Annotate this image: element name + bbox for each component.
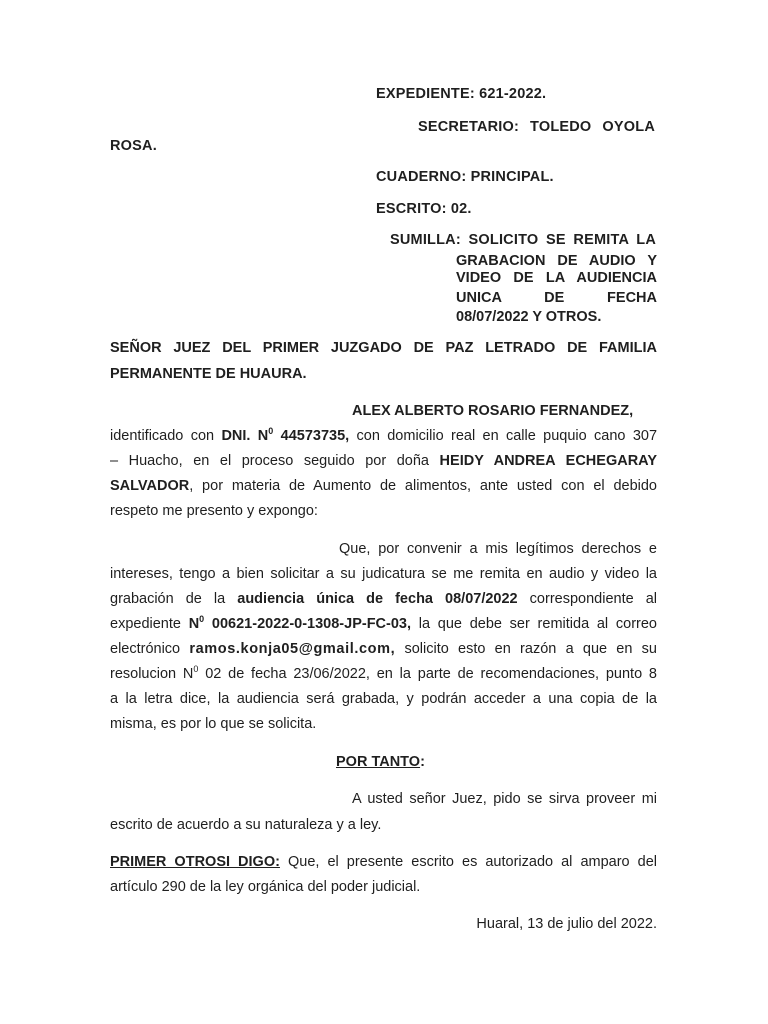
por-tanto-line-1: A usted señor Juez, pido se sirva proveer mi [352,791,657,807]
sumilla-line-1: SUMILLA: SOLICITO SE REMITA LA [390,232,656,248]
closing-date: Huaral, 13 de julio del 2022. [476,916,657,932]
intro-line-4: respeto me presento y expongo: [110,503,318,519]
cuaderno-line: CUADERNO: PRINCIPAL. [376,169,554,185]
addressee-line-2: PERMANENTE DE HUAURA. [110,366,307,382]
intro-line-2: – Huacho, en el proceso seguido por doña HEIDY ANDREA ECHEGARAY [110,453,657,469]
body-line-6: resolucion $N^0$ 02 de fecha 23/06/2022, en la parte de recomendaciones, punto 8 [110,664,657,682]
otrosi-line-2: artículo 290 de la ley orgánica del poder judicial. [110,879,421,895]
intro-line-3: SALVADOR, por materia de Aumento de alimentos, ante usted con el debido [110,478,657,494]
body-line-3: grabación de la audiencia única de fecha 08/07/2022 correspondiente al [110,591,658,607]
body-line-5: electrónico ramos.konja05@gmail.com, solicito esto en razón a que en su [110,641,657,657]
sumilla-line-4: UNICA DE FECHA [456,290,657,306]
body-line-2: intereses, tengo a bien solicitar a su judicatura se me remita en audio y video la [110,566,657,582]
escrito-line: ESCRITO: 02. [376,201,472,217]
petitioner-name: ALEX ALBERTO ROSARIO FERNANDEZ, [352,403,634,419]
otrosi-line-1: PRIMER OTROSI DIGO: Que, el presente escrito es autorizado al amparo del [110,854,657,870]
secretario-line: SECRETARIO: TOLEDO OYOLA [418,119,655,135]
por-tanto-line-2: escrito de acuerdo a su naturaleza y a ley. [110,817,382,833]
sumilla-line-5: 08/07/2022 Y OTROS. [456,309,602,325]
expediente-line: EXPEDIENTE: 621-2022. [376,86,547,102]
body-line-8: misma, es por lo que se solicita. [110,716,317,732]
body-line-1: Que, por convenir a mis legítimos derechos e [339,541,657,557]
secretario-line-2: ROSA. [110,138,157,154]
intro-line-1: identificado con DNI. $N^0$ 44573735, con domicilio real en calle puquio cano 307 [110,426,658,444]
body-line-4: expediente $N^0$ 00621-2022-0-1308-JP-FC-03, la que debe ser remitida al correo [110,614,657,632]
addressee-line-1: SEÑOR JUEZ DEL PRIMER JUZGADO DE PAZ LETRADO DE FAMILIA [110,340,657,356]
body-line-7: a la letra dice, la audiencia será grabada, y podrán acceder a una copia de la [110,691,657,707]
sumilla-line-2: GRABACION DE AUDIO Y [456,253,657,269]
sumilla-line-3: VIDEO DE LA AUDIENCIA [456,270,657,286]
por-tanto-heading: POR TANTO: [336,754,425,770]
